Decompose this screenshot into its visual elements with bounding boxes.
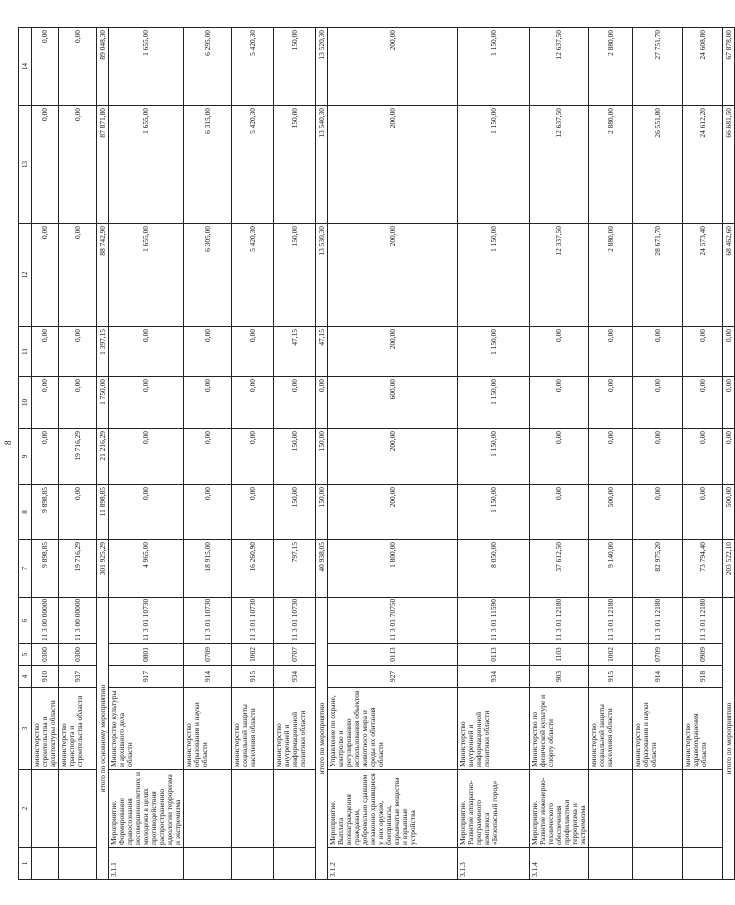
- target-article-code: 11 3 01 12180: [633, 598, 683, 644]
- total-value: 0,00: [723, 377, 735, 429]
- item-number: [32, 848, 59, 880]
- amount-cell: 150,00: [274, 106, 316, 224]
- amount-cell: 2 880,00: [589, 28, 633, 106]
- column-number: 12: [19, 224, 32, 327]
- table-row: [59, 28, 97, 880]
- activity-name: [274, 770, 316, 848]
- amount-cell: 0,00: [589, 327, 633, 377]
- amount-cell: 1 150,00: [458, 327, 530, 377]
- total-value: 87 871,80: [97, 106, 109, 224]
- amount-cell: 5 420,30: [232, 28, 274, 106]
- amount-cell: 200,00: [328, 327, 458, 377]
- grbs-code: 903: [530, 666, 589, 688]
- amount-cell: 1 800,00: [328, 540, 458, 598]
- amount-cell: 12 337,50: [530, 224, 589, 327]
- executor-name: министерство внутренней и информационной политики области: [274, 688, 316, 770]
- section-code: 0300: [59, 644, 97, 666]
- section-code: 0709: [633, 644, 683, 666]
- executor-name: Министерство внутренней и информационной политики области: [458, 688, 530, 770]
- amount-cell: 150,00: [274, 485, 316, 540]
- item-number: 3.1.4: [530, 848, 589, 880]
- table-row: [589, 28, 633, 880]
- amount-cell: 600,00: [328, 377, 458, 429]
- amount-cell: 24 612,20: [683, 106, 723, 224]
- activity-name: Мероприятие. Формирование правосознания несовершеннолетних и молодежи в целях противодействия распространению идеологии терроризма и экстремизма: [109, 770, 184, 848]
- column-number: 8: [19, 485, 32, 540]
- section-code: 0113: [458, 644, 530, 666]
- total-value: 68 462,60: [723, 224, 735, 327]
- grbs-code: 915: [589, 666, 633, 688]
- target-article-code: 11 3 00 00000: [59, 598, 97, 644]
- column-number: 2: [19, 770, 32, 848]
- amount-cell: 28 671,70: [633, 224, 683, 327]
- total-value: 11 898,85: [97, 485, 109, 540]
- total-value: 88 742,90: [97, 224, 109, 327]
- amount-cell: 5 420,30: [232, 106, 274, 224]
- section-code: 1002: [589, 644, 633, 666]
- table-row: [32, 28, 59, 880]
- section-code: 0707: [274, 644, 316, 666]
- amount-cell: 0,00: [59, 377, 97, 429]
- amount-cell: 150,00: [274, 224, 316, 327]
- target-article-code: 11 3 01 11590: [458, 598, 530, 644]
- executor-name: Министерство культуры и архивного дела области: [109, 688, 184, 770]
- amount-cell: 6 315,00: [184, 106, 232, 224]
- table-row: [274, 28, 316, 880]
- total-row: [97, 28, 109, 880]
- amount-cell: 500,00: [589, 485, 633, 540]
- amount-cell: 0,00: [184, 485, 232, 540]
- target-article-code: 11 3 01 70750: [328, 598, 458, 644]
- executor-name: министерство транспорта и строительства области: [59, 688, 97, 770]
- amount-cell: 19 716,29: [59, 429, 97, 485]
- amount-cell: 200,00: [328, 485, 458, 540]
- amount-cell: 0,00: [32, 377, 59, 429]
- total-value: 301 925,29: [97, 540, 109, 598]
- activity-name: Мероприятие. Выплата вознаграждения гражданам, добровольно сдавшим незаконно хранящиеся у них оружие, боеприпасы, взрывчатые вещества и взрывные устройства: [328, 770, 458, 848]
- amount-cell: 0,00: [184, 377, 232, 429]
- executor-name: Министерство по физической культуре и спорту области: [530, 688, 589, 770]
- amount-cell: 1 150,00: [458, 224, 530, 327]
- column-number: 3: [19, 688, 32, 770]
- target-article-code: 11 3 00 00000: [32, 598, 59, 644]
- total-value: 203 522,10: [723, 540, 735, 598]
- total-value: 13 520,30: [316, 28, 328, 106]
- total-row: [723, 28, 735, 880]
- amount-cell: 0,00: [59, 106, 97, 224]
- amount-cell: 0,00: [109, 429, 184, 485]
- amount-cell: 8 050,00: [458, 540, 530, 598]
- column-number: 5: [19, 644, 32, 666]
- amount-cell: 0,00: [274, 377, 316, 429]
- amount-cell: 0,00: [32, 106, 59, 224]
- grbs-code: 934: [274, 666, 316, 688]
- item-number: [633, 848, 683, 880]
- grbs-code: 918: [683, 666, 723, 688]
- amount-cell: 0,00: [683, 327, 723, 377]
- section-code: 0113: [328, 644, 458, 666]
- executor-name: министерство образования и науки области: [633, 688, 683, 770]
- target-article-code: 11 3 01 10730: [232, 598, 274, 644]
- grbs-code: 934: [458, 666, 530, 688]
- column-number: 6: [19, 598, 32, 644]
- total-value: 150,00: [316, 485, 328, 540]
- total-value: 13 530,30: [316, 224, 328, 327]
- activity-name: [32, 770, 59, 848]
- amount-cell: 0,00: [633, 327, 683, 377]
- executor-name: министерство здравоохранения области: [683, 688, 723, 770]
- item-number: 3.1.1: [109, 848, 184, 880]
- grbs-code: 917: [109, 666, 184, 688]
- amount-cell: 200,00: [328, 429, 458, 485]
- amount-cell: 9 898,85: [32, 485, 59, 540]
- column-number: 1: [19, 848, 32, 880]
- total-value: 150,00: [316, 429, 328, 485]
- amount-cell: 6 305,00: [184, 224, 232, 327]
- amount-cell: 0,00: [32, 224, 59, 327]
- amount-cell: 12 637,50: [530, 28, 589, 106]
- total-value: 40 938,05: [316, 540, 328, 598]
- amount-cell: 0,00: [59, 224, 97, 327]
- activity-name: [59, 770, 97, 848]
- total-value: 1 397,15: [97, 327, 109, 377]
- amount-cell: 200,00: [328, 224, 458, 327]
- column-number: 7: [19, 540, 32, 598]
- item-number: [274, 848, 316, 880]
- total-value: 21 216,29: [97, 429, 109, 485]
- amount-cell: 1 655,00: [109, 106, 184, 224]
- total-value: 66 681,50: [723, 106, 735, 224]
- amount-cell: 18 915,00: [184, 540, 232, 598]
- amount-cell: 0,00: [232, 377, 274, 429]
- activity-name: [633, 770, 683, 848]
- activity-name: Мероприятие. Развитие инженерно-технического обеспечения профилактики терроризма и экстремизма: [530, 770, 589, 848]
- budget-table: [18, 27, 735, 880]
- amount-cell: 5 420,30: [232, 224, 274, 327]
- amount-cell: 26 551,80: [633, 106, 683, 224]
- document-sheet: [18, 28, 733, 880]
- grbs-code: 914: [633, 666, 683, 688]
- section-code: 1103: [530, 644, 589, 666]
- activity-name: [232, 770, 274, 848]
- target-article-code: 11 3 01 10730: [184, 598, 232, 644]
- table-row: [530, 28, 589, 880]
- amount-cell: 797,15: [274, 540, 316, 598]
- amount-cell: 24 573,40: [683, 224, 723, 327]
- total-value: 0,00: [723, 429, 735, 485]
- item-number: [184, 848, 232, 880]
- section-code: 0709: [184, 644, 232, 666]
- grbs-code: 937: [59, 666, 97, 688]
- total-label: итого по мероприятию: [316, 598, 328, 880]
- amount-cell: 1 150,00: [458, 106, 530, 224]
- section-code: 0300: [32, 644, 59, 666]
- table-row: [683, 28, 723, 880]
- column-number: 4: [19, 666, 32, 688]
- column-number: 10: [19, 377, 32, 429]
- table-row: [633, 28, 683, 880]
- amount-cell: 0,00: [184, 429, 232, 485]
- amount-cell: 150,00: [274, 28, 316, 106]
- executor-name: министерство образования и науки области: [184, 688, 232, 770]
- table-row: [232, 28, 274, 880]
- total-value: 47,15: [316, 327, 328, 377]
- amount-cell: 0,00: [633, 429, 683, 485]
- amount-cell: 0,00: [589, 377, 633, 429]
- executor-name: Управление по охране, контролю и регулированию использования объектов животного мира и среды их обитания области: [328, 688, 458, 770]
- amount-cell: 0,00: [32, 327, 59, 377]
- column-number: 13: [19, 106, 32, 224]
- total-value: 0,00: [723, 327, 735, 377]
- amount-cell: 0,00: [589, 429, 633, 485]
- amount-cell: 0,00: [59, 327, 97, 377]
- target-article-code: 11 3 01 12180: [683, 598, 723, 644]
- target-article-code: 11 3 01 12180: [530, 598, 589, 644]
- amount-cell: 1 150,00: [458, 485, 530, 540]
- column-number: 9: [19, 429, 32, 485]
- amount-cell: 0,00: [109, 377, 184, 429]
- amount-cell: 2 880,00: [589, 106, 633, 224]
- amount-cell: 0,00: [109, 327, 184, 377]
- target-article-code: 11 3 01 12180: [589, 598, 633, 644]
- total-value: 500,00: [723, 485, 735, 540]
- table-row: [109, 28, 184, 880]
- amount-cell: 0,00: [530, 429, 589, 485]
- table-row: [328, 28, 458, 880]
- target-article-code: 11 3 01 10730: [274, 598, 316, 644]
- amount-cell: 9 140,00: [589, 540, 633, 598]
- activity-name: [184, 770, 232, 848]
- amount-cell: 16 260,90: [232, 540, 274, 598]
- amount-cell: 0,00: [683, 485, 723, 540]
- executor-name: министерство строительства и архитектуры области: [32, 688, 59, 770]
- table-row: [458, 28, 530, 880]
- grbs-code: 915: [232, 666, 274, 688]
- amount-cell: 0,00: [683, 429, 723, 485]
- amount-cell: 0,00: [530, 377, 589, 429]
- executor-name: министерство социальной защиты населения области: [232, 688, 274, 770]
- column-number: 11: [19, 327, 32, 377]
- amount-cell: 24 608,80: [683, 28, 723, 106]
- amount-cell: 1 150,00: [458, 429, 530, 485]
- activity-name: [589, 770, 633, 848]
- amount-cell: 12 637,50: [530, 106, 589, 224]
- amount-cell: 27 751,70: [633, 28, 683, 106]
- amount-cell: 0,00: [530, 327, 589, 377]
- amount-cell: 1 150,00: [458, 377, 530, 429]
- total-row: [316, 28, 328, 880]
- item-number: [589, 848, 633, 880]
- amount-cell: 2 880,00: [589, 224, 633, 327]
- amount-cell: 47,15: [274, 327, 316, 377]
- amount-cell: 73 794,40: [683, 540, 723, 598]
- amount-cell: 0,00: [683, 377, 723, 429]
- total-label: итого по мероприятию: [723, 598, 735, 880]
- total-value: 89 048,30: [97, 28, 109, 106]
- item-number: 3.1.3: [458, 848, 530, 880]
- total-value: 13 540,30: [316, 106, 328, 224]
- amount-cell: 0,00: [232, 327, 274, 377]
- section-code: 0801: [109, 644, 184, 666]
- amount-cell: 150,00: [274, 429, 316, 485]
- grbs-code: 927: [328, 666, 458, 688]
- total-value: 1 750,00: [97, 377, 109, 429]
- amount-cell: 1 150,00: [458, 28, 530, 106]
- total-value: 0,00: [316, 377, 328, 429]
- amount-cell: 82 975,20: [633, 540, 683, 598]
- grbs-code: 914: [184, 666, 232, 688]
- amount-cell: 0,00: [530, 485, 589, 540]
- amount-cell: 19 716,29: [59, 540, 97, 598]
- activity-name: Мероприятие. Развитие аппаратно-программного комплекса «Безопасный город»: [458, 770, 530, 848]
- amount-cell: 1 655,00: [109, 28, 184, 106]
- amount-cell: 0,00: [232, 429, 274, 485]
- amount-cell: 0,00: [633, 377, 683, 429]
- page-number: 8: [3, 440, 13, 445]
- amount-cell: 4 965,00: [109, 540, 184, 598]
- column-number-row: [19, 28, 32, 880]
- amount-cell: 0,00: [184, 327, 232, 377]
- amount-cell: 0,00: [32, 28, 59, 106]
- amount-cell: 37 612,50: [530, 540, 589, 598]
- amount-cell: 9 898,85: [32, 540, 59, 598]
- amount-cell: 6 295,00: [184, 28, 232, 106]
- total-value: 67 878,00: [723, 28, 735, 106]
- column-number: 14: [19, 28, 32, 106]
- amount-cell: 0,00: [232, 485, 274, 540]
- table-row: [184, 28, 232, 880]
- amount-cell: 0,00: [633, 485, 683, 540]
- amount-cell: 1 655,00: [109, 224, 184, 327]
- amount-cell: 0,00: [109, 485, 184, 540]
- item-number: [232, 848, 274, 880]
- amount-cell: 200,00: [328, 106, 458, 224]
- item-number: [59, 848, 97, 880]
- section-code: 1002: [232, 644, 274, 666]
- amount-cell: 0,00: [32, 429, 59, 485]
- activity-name: [683, 770, 723, 848]
- grbs-code: 910: [32, 666, 59, 688]
- executor-name: министерство социальной защиты населения области: [589, 688, 633, 770]
- amount-cell: 0,00: [59, 28, 97, 106]
- item-number: [683, 848, 723, 880]
- item-number: 3.1.2: [328, 848, 458, 880]
- target-article-code: 11 3 01 10730: [109, 598, 184, 644]
- amount-cell: 200,00: [328, 28, 458, 106]
- total-label: итого по основному мероприятию: [97, 598, 109, 880]
- section-code: 0909: [683, 644, 723, 666]
- amount-cell: 0,00: [59, 485, 97, 540]
